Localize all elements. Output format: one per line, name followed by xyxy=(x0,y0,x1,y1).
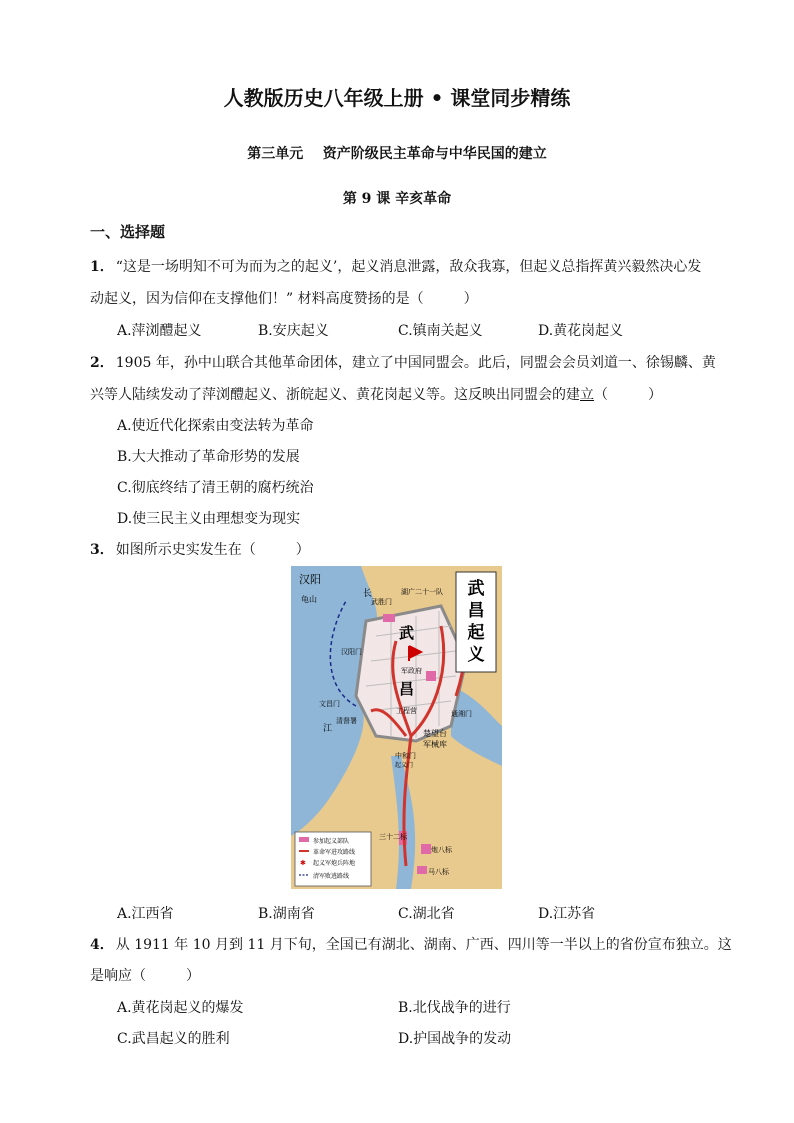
section-heading: 一、选择题 xyxy=(90,223,166,241)
option-c[interactable]: C.彻底终结了清王朝的腐朽统治 xyxy=(117,480,314,496)
label-wushengmen: 武胜门 xyxy=(371,598,392,606)
legend-item: 清军败逃路线 xyxy=(313,873,350,880)
option-a[interactable]: A.江西省 xyxy=(117,906,174,922)
option-d[interactable]: D.黄花岗起义 xyxy=(538,323,624,339)
label-chang: 长 xyxy=(363,589,373,599)
label-gongchengying: 工程营 xyxy=(396,707,417,715)
label-jiang: 江 xyxy=(323,724,333,734)
wuchang-uprising-map xyxy=(291,566,502,889)
option-a[interactable]: A.黄花岗起义的爆发 xyxy=(117,1000,244,1016)
label-tongxiangmen: 通湘门 xyxy=(451,710,472,718)
option-c[interactable]: C.武昌起义的胜利 xyxy=(117,1031,230,1047)
question-2-line-2 xyxy=(90,384,662,404)
option-b[interactable]: B.湖南省 xyxy=(258,906,315,922)
question-1-line-1 xyxy=(90,256,701,276)
map-title-char: 义 xyxy=(467,645,485,665)
answer-paren: ） xyxy=(463,291,478,307)
label-chuwangtai: 楚望台 xyxy=(423,729,447,738)
label-junzhengfu: 军政府 xyxy=(401,667,422,675)
label-wu: 武 xyxy=(399,624,415,642)
question-number: 2． xyxy=(90,355,114,371)
legend-item: 起义军炮兵阵地 xyxy=(313,860,356,867)
underlined-text: 立 xyxy=(580,387,594,403)
label-hanyangmen: 汉阳门 xyxy=(341,648,362,656)
question-text: 从 1911 年 10 月到 11 月下旬，全国已有湖北、湖南、广西、四川等一半以上的省份宣布独立。这 xyxy=(115,937,732,953)
option-a[interactable]: A.使近代化探索由变法转为革命 xyxy=(117,418,314,434)
question-2-line-1 xyxy=(90,352,716,372)
lesson-title: 第 9 课 辛亥革命 xyxy=(342,191,452,207)
label-guishan: 龟山 xyxy=(301,595,317,604)
question-1-line-2 xyxy=(90,288,478,308)
option-a[interactable]: A.萍浏醴起义 xyxy=(117,323,202,339)
map-title-char: 昌 xyxy=(467,601,485,621)
label-mababiao: 马八标 xyxy=(428,868,449,876)
answer-paren: ） xyxy=(186,968,200,984)
question-3-line-1 xyxy=(90,539,310,559)
label-sanshierbiao: 三十二标 xyxy=(379,833,407,841)
option-d[interactable]: D.使三民主义由理想变为现实 xyxy=(117,511,301,527)
label-junxieku: 军械库 xyxy=(423,740,447,749)
option-d[interactable]: D.护国战争的发动 xyxy=(398,1031,512,1047)
option-d[interactable]: D.江苏省 xyxy=(538,906,596,922)
option-c[interactable]: C.镇南关起义 xyxy=(398,323,483,339)
question-text: 是响应（ xyxy=(90,968,146,984)
label-zhonghemen: 中和门 xyxy=(395,752,416,760)
label-paobabiao: 炮八标 xyxy=(431,846,452,854)
question-number: 3． xyxy=(90,542,114,558)
label-qiyimen: 起义门 xyxy=(395,762,414,769)
label-qingdushu: 清督署 xyxy=(336,717,357,725)
question-text: 如图所示史实发生在（ xyxy=(115,542,256,558)
answer-paren: ） xyxy=(295,542,310,558)
option-c[interactable]: C.湖北省 xyxy=(398,906,455,922)
map-title-char: 起 xyxy=(467,623,485,643)
label-wenchangmen: 文昌门 xyxy=(319,700,340,708)
option-b[interactable]: B.安庆起义 xyxy=(258,323,329,339)
question-text: “这是一场明知不可为而为之的起义’，起义消息泄露，敌众我寡，但起义总指挥黄兴毅然决心发 xyxy=(115,259,702,275)
unit-title: 第三单元 资产阶级民主革命与中华民国的建立 xyxy=(247,146,547,162)
answer-paren: ） xyxy=(648,387,662,403)
label-hudi: 湖广二十一队 xyxy=(401,588,443,596)
answer-paren: （ xyxy=(594,387,608,403)
question-text: 兴等人陆续发动了萍浏醴起义、浙皖起义、黄花岗起义等。这反映出同盟会的建 xyxy=(90,387,580,403)
label-chang2: 昌 xyxy=(399,680,415,698)
option-b[interactable]: B.大大推动了革命形势的发展 xyxy=(117,449,300,465)
page-title: 人教版历史八年级上册 • 课堂同步精练 xyxy=(223,86,571,110)
legend-item: 参加起义部队 xyxy=(313,838,350,845)
map-title-char: 武 xyxy=(467,579,485,599)
question-number: 4． xyxy=(90,937,114,953)
label-hanyang: 汉阳 xyxy=(299,573,321,586)
svg-text:✱: ✱ xyxy=(300,859,306,867)
question-text: 1905 年，孙中山联合其他革命团体，建立了中国同盟会。此后，同盟会会员刘道一、徐锡麟、黄 xyxy=(115,355,716,371)
question-4-line-1 xyxy=(90,934,732,954)
question-number: 1． xyxy=(90,259,114,275)
option-b[interactable]: B.北伐战争的进行 xyxy=(398,1000,511,1016)
question-4-line-2 xyxy=(90,965,200,985)
legend-item: 革命军进攻路线 xyxy=(313,849,356,856)
question-text: 动起义，因为信仰在支撑他们！” 材料高度赞扬的是（ xyxy=(90,291,424,307)
